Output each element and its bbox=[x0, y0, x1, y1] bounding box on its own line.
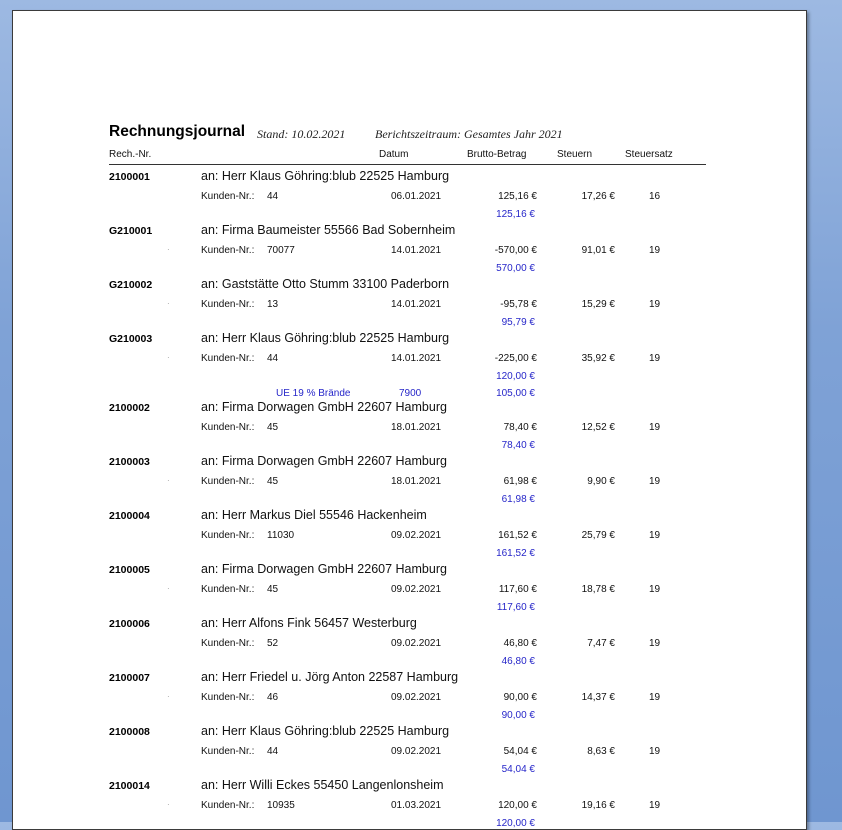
entry-subtotal: 61,98 € bbox=[501, 494, 535, 505]
entry-satz: 19 bbox=[649, 476, 661, 487]
entry-recipient: an: Herr Klaus Göhring:blub 22525 Hamburg bbox=[201, 169, 450, 183]
entry-subtotal: 117,60 € bbox=[496, 602, 535, 613]
entry-satz: 19 bbox=[649, 422, 661, 433]
kunden-nr-label: Kunden-Nr.: bbox=[201, 353, 255, 364]
entry-recipient: an: Herr Alfons Fink 56457 Westerburg bbox=[201, 616, 417, 630]
entry-kunden: 11030 bbox=[267, 530, 295, 541]
entry-kunden: 13 bbox=[267, 299, 279, 310]
entry-extra-account: 7900 bbox=[399, 388, 422, 399]
entry-datum: 01.03.2021 bbox=[391, 800, 442, 811]
entry-satz: 19 bbox=[649, 692, 661, 703]
entry-kunden: 44 bbox=[267, 353, 279, 364]
entry-subtotal: 125,16 € bbox=[496, 209, 535, 220]
kunden-nr-label: Kunden-Nr.: bbox=[201, 692, 255, 703]
col-header-steuersatz: Steuersatz bbox=[625, 149, 673, 160]
entry-datum: 18.01.2021 bbox=[391, 422, 442, 433]
entry-nr: 2100014 bbox=[109, 780, 150, 792]
entry-nr: 2100002 bbox=[109, 402, 150, 414]
entry-steuern: 18,78 € bbox=[581, 584, 615, 595]
entry-subtotal: 54,04 € bbox=[501, 764, 535, 775]
entry-recipient: an: Firma Dorwagen GmbH 22607 Hamburg bbox=[201, 454, 447, 468]
entry-datum: 09.02.2021 bbox=[391, 584, 442, 595]
entry-brutto: 117,60 € bbox=[498, 584, 537, 595]
entry-subtotal: 90,00 € bbox=[501, 710, 535, 721]
entry-datum: 06.01.2021 bbox=[391, 191, 442, 202]
entry-satz: 19 bbox=[649, 299, 661, 310]
entry-nr: 2100005 bbox=[109, 564, 150, 576]
entry-kunden: 45 bbox=[267, 476, 279, 487]
col-header-datum: Datum bbox=[379, 149, 409, 160]
entry-brutto: 90,00 € bbox=[503, 692, 537, 703]
entry-datum: 09.02.2021 bbox=[391, 746, 442, 757]
entry-recipient: an: Firma Baumeister 55566 Bad Sobernheim bbox=[201, 223, 456, 237]
entry-recipient: an: Herr Willi Eckes 55450 Langenlonsheim bbox=[201, 778, 444, 792]
entry-subtotal: 78,40 € bbox=[501, 440, 535, 451]
col-header-rech-nr: Rech.-Nr. bbox=[109, 149, 152, 160]
entry-recipient: an: Herr Friedel u. Jörg Anton 22587 Hamburg bbox=[201, 670, 459, 684]
entry-nr: 2100003 bbox=[109, 456, 150, 468]
entry-mark: · bbox=[167, 800, 170, 809]
entry-satz: 19 bbox=[649, 245, 661, 256]
entry-kunden: 45 bbox=[267, 584, 279, 595]
entry-datum: 14.01.2021 bbox=[391, 245, 442, 256]
entry-recipient: an: Herr Klaus Göhring:blub 22525 Hamburg bbox=[201, 331, 450, 345]
entry-satz: 19 bbox=[649, 638, 661, 649]
entry-brutto: 125,16 € bbox=[498, 191, 537, 202]
entry-brutto: 54,04 € bbox=[503, 746, 537, 757]
entry-mark: · bbox=[167, 476, 170, 485]
col-header-brutto: Brutto-Betrag bbox=[467, 149, 527, 160]
entry-brutto: -570,00 € bbox=[494, 245, 537, 256]
kunden-nr-label: Kunden-Nr.: bbox=[201, 584, 255, 595]
entry-steuern: 15,29 € bbox=[581, 299, 615, 310]
entry-mark: · bbox=[167, 245, 170, 254]
entry-brutto: 78,40 € bbox=[503, 422, 537, 433]
entry-datum: 14.01.2021 bbox=[391, 299, 442, 310]
kunden-nr-label: Kunden-Nr.: bbox=[201, 746, 255, 757]
kunden-nr-label: Kunden-Nr.: bbox=[201, 800, 255, 811]
entry-brutto: -225,00 € bbox=[494, 353, 537, 364]
kunden-nr-label: Kunden-Nr.: bbox=[201, 245, 255, 256]
entry-steuern: 19,16 € bbox=[581, 800, 615, 811]
entry-brutto: 46,80 € bbox=[503, 638, 537, 649]
entry-steuern: 91,01 € bbox=[581, 245, 615, 256]
entry-nr: G210001 bbox=[109, 225, 153, 237]
entry-steuern: 35,92 € bbox=[581, 353, 615, 364]
entry-nr: 2100001 bbox=[109, 171, 150, 183]
entry-satz: 19 bbox=[649, 353, 661, 364]
entry-nr: 2100008 bbox=[109, 726, 150, 738]
header-divider bbox=[109, 164, 706, 165]
entry-datum: 09.02.2021 bbox=[391, 530, 442, 541]
entry-mark: · bbox=[167, 353, 170, 362]
report-title: Rechnungsjournal bbox=[109, 123, 246, 140]
entry-kunden: 70077 bbox=[267, 245, 295, 256]
entry-satz: 19 bbox=[649, 800, 661, 811]
entry-brutto: 161,52 € bbox=[498, 530, 537, 541]
entry-steuern: 12,52 € bbox=[581, 422, 615, 433]
entry-nr: 2100006 bbox=[109, 618, 150, 630]
entry-steuern: 17,26 € bbox=[581, 191, 615, 202]
entry-kunden: 44 bbox=[267, 746, 279, 757]
entry-mark: · bbox=[167, 692, 170, 701]
entry-mark: · bbox=[167, 584, 170, 593]
entry-brutto: 120,00 € bbox=[498, 800, 537, 811]
entry-nr: 2100004 bbox=[109, 510, 150, 522]
entry-subtotal: 120,00 € bbox=[496, 818, 535, 829]
entry-kunden: 10935 bbox=[267, 800, 295, 811]
entry-kunden: 45 bbox=[267, 422, 279, 433]
entry-datum: 09.02.2021 bbox=[391, 638, 442, 649]
entry-recipient: an: Firma Dorwagen GmbH 22607 Hamburg bbox=[201, 400, 447, 414]
entry-recipient: an: Gaststätte Otto Stumm 33100 Paderborn bbox=[201, 277, 450, 291]
entry-steuern: 7,47 € bbox=[587, 638, 615, 649]
entry-extra-amount: 105,00 € bbox=[496, 388, 535, 399]
report-date: Stand: 10.02.2021 bbox=[257, 127, 346, 141]
entry-extra-label: UE 19 % Brände bbox=[276, 388, 351, 399]
entry-steuern: 9,90 € bbox=[587, 476, 615, 487]
entry-steuern: 25,79 € bbox=[581, 530, 615, 541]
entry-satz: 16 bbox=[649, 191, 661, 202]
entry-datum: 09.02.2021 bbox=[391, 692, 442, 703]
kunden-nr-label: Kunden-Nr.: bbox=[201, 476, 255, 487]
col-header-steuern: Steuern bbox=[557, 149, 593, 160]
entry-subtotal: 570,00 € bbox=[496, 263, 535, 274]
entry-kunden: 52 bbox=[267, 638, 279, 649]
entry-recipient: an: Herr Markus Diel 55546 Hackenheim bbox=[201, 508, 427, 522]
entry-datum: 18.01.2021 bbox=[391, 476, 442, 487]
entry-subtotal: 161,52 € bbox=[496, 548, 535, 559]
entry-nr: G210002 bbox=[109, 279, 153, 291]
report-page bbox=[12, 10, 807, 830]
entry-recipient: an: Firma Dorwagen GmbH 22607 Hamburg bbox=[201, 562, 447, 576]
kunden-nr-label: Kunden-Nr.: bbox=[201, 422, 255, 433]
entry-kunden: 46 bbox=[267, 692, 279, 703]
entry-subtotal: 120,00 € bbox=[496, 371, 535, 382]
kunden-nr-label: Kunden-Nr.: bbox=[201, 191, 255, 202]
entry-satz: 19 bbox=[649, 530, 661, 541]
kunden-nr-label: Kunden-Nr.: bbox=[201, 530, 255, 541]
entry-satz: 19 bbox=[649, 746, 661, 757]
entry-steuern: 14,37 € bbox=[581, 692, 615, 703]
entry-recipient: an: Herr Klaus Göhring:blub 22525 Hamburg bbox=[201, 724, 450, 738]
entry-subtotal: 46,80 € bbox=[501, 656, 535, 667]
entry-brutto: -95,78 € bbox=[500, 299, 537, 310]
kunden-nr-label: Kunden-Nr.: bbox=[201, 299, 255, 310]
entry-datum: 14.01.2021 bbox=[391, 353, 442, 364]
entry-nr: 2100007 bbox=[109, 672, 150, 684]
entry-satz: 19 bbox=[649, 584, 661, 595]
kunden-nr-label: Kunden-Nr.: bbox=[201, 638, 255, 649]
entry-kunden: 44 bbox=[267, 191, 279, 202]
entry-brutto: 61,98 € bbox=[503, 476, 537, 487]
entry-nr: G210003 bbox=[109, 333, 153, 345]
entry-steuern: 8,63 € bbox=[587, 746, 615, 757]
entry-mark: · bbox=[167, 299, 170, 308]
entry-subtotal: 95,79 € bbox=[501, 317, 535, 328]
report-period: Berichtszeitraum: Gesamtes Jahr 2021 bbox=[375, 127, 563, 141]
